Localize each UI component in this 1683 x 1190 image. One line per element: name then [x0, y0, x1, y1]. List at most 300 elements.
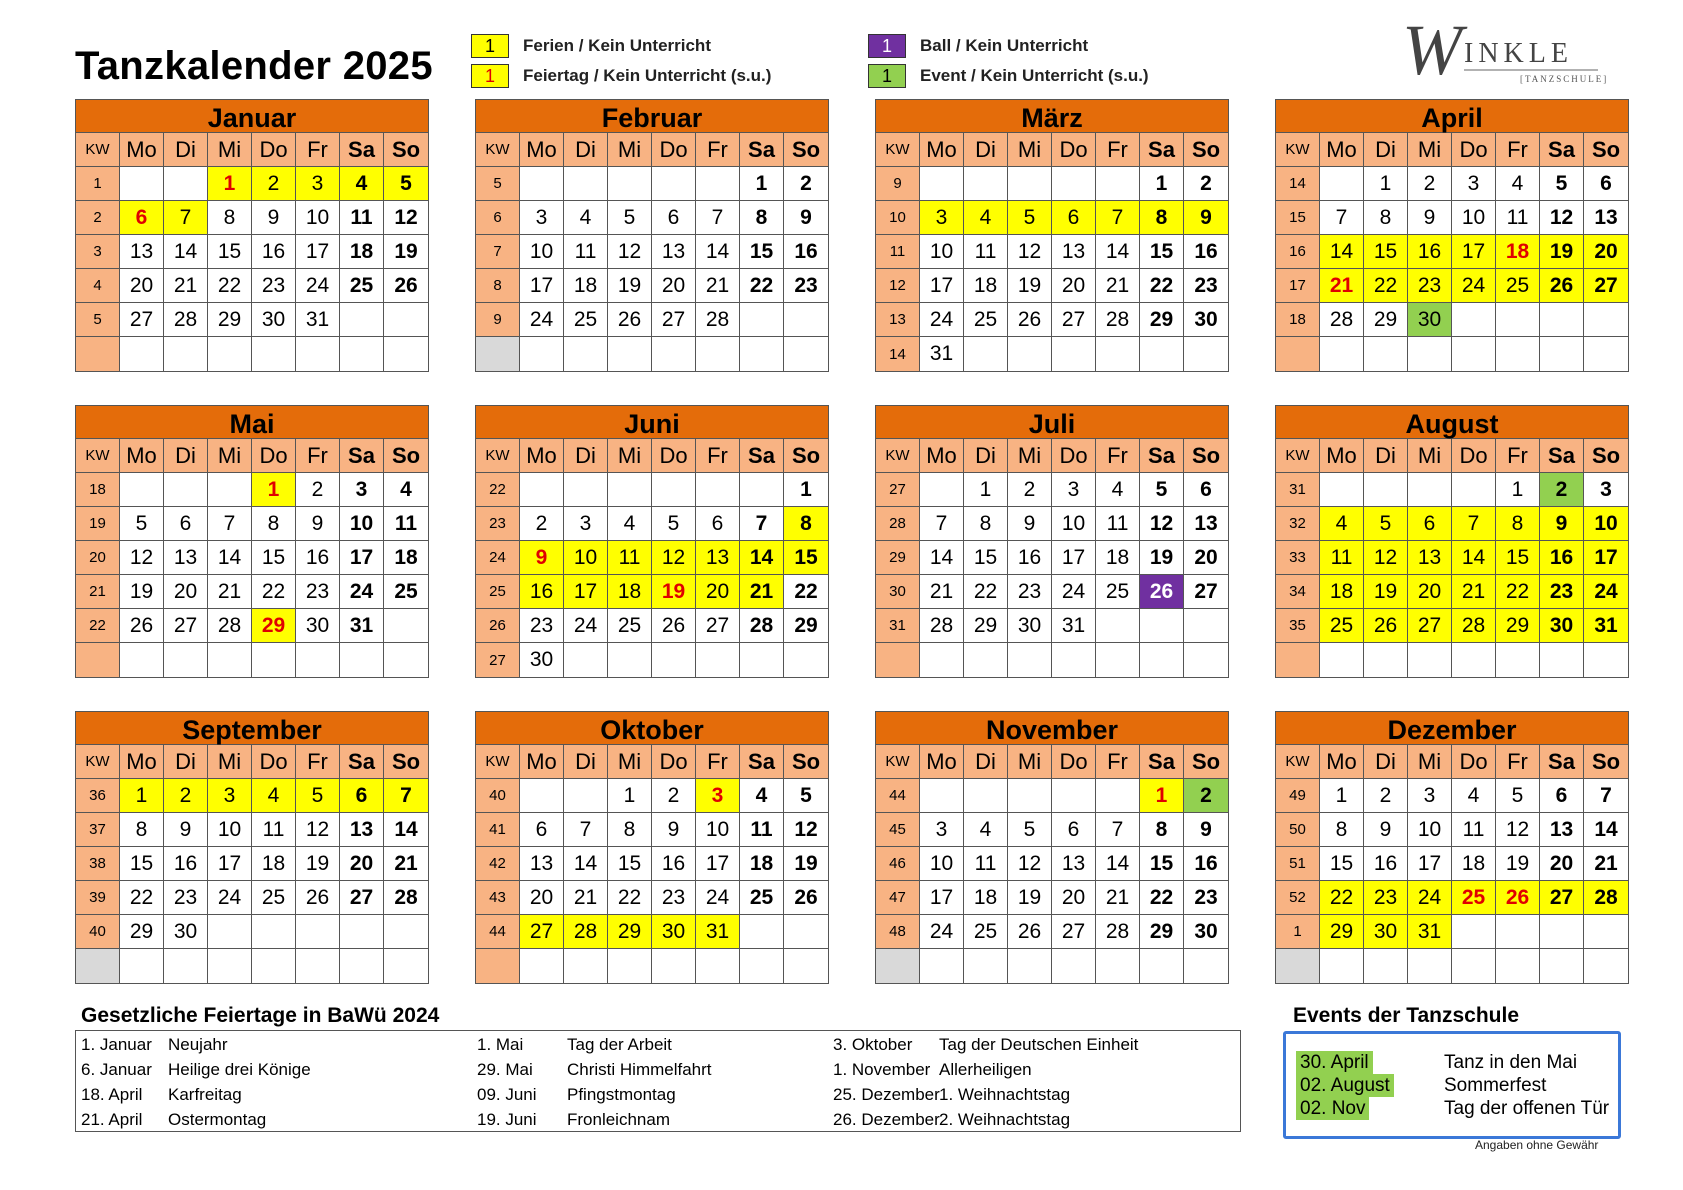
weekday-mo: Mo — [1320, 745, 1364, 779]
week-row — [76, 881, 428, 915]
day-cell: 23 — [520, 609, 564, 643]
day-cell: 9 — [784, 201, 828, 235]
day-cell: 6 — [696, 507, 740, 541]
day-cell: 26 — [1140, 575, 1184, 609]
holiday-date: 6. Januar — [81, 1060, 152, 1079]
day-cell: 11 — [1452, 813, 1496, 847]
weekday-do: Do — [652, 745, 696, 779]
day-cell: 22 — [740, 269, 784, 303]
day-cell — [1540, 949, 1584, 983]
day-cell: 8 — [208, 201, 252, 235]
day-cell: 17 — [1584, 541, 1628, 575]
holidays-table — [75, 1030, 1241, 1132]
weekday-do: Do — [252, 745, 296, 779]
day-cell: 4 — [1452, 779, 1496, 813]
day-cell: 3 — [296, 167, 340, 201]
day-cell: 11 — [608, 541, 652, 575]
weekday-sa: Sa — [740, 439, 784, 473]
day-cell: 17 — [920, 269, 964, 303]
day-cell: 31 — [1584, 609, 1628, 643]
day-cell: 7 — [164, 201, 208, 235]
day-cell: 20 — [652, 269, 696, 303]
day-cell: 9 — [1008, 507, 1052, 541]
day-cell: 30 — [1184, 915, 1228, 949]
day-cell: 8 — [1364, 201, 1408, 235]
day-cell: 19 — [120, 575, 164, 609]
svg-text:W: W — [1402, 12, 1462, 90]
day-cell: 30 — [164, 915, 208, 949]
day-cell: 7 — [920, 507, 964, 541]
day-cell: 23 — [1184, 881, 1228, 915]
day-cell — [1364, 337, 1408, 371]
week-row — [1276, 915, 1628, 949]
day-cell: 26 — [652, 609, 696, 643]
day-cell: 5 — [1496, 779, 1540, 813]
day-cell: 28 — [740, 609, 784, 643]
day-cell: 8 — [740, 201, 784, 235]
week-row — [876, 881, 1228, 915]
holiday-name: Pfingstmontag — [567, 1085, 676, 1104]
weekday-mi: Mi — [1008, 133, 1052, 167]
day-cell: 1 — [1140, 779, 1184, 813]
day-cell: 5 — [1540, 167, 1584, 201]
weekday-mi: Mi — [208, 745, 252, 779]
day-cell: 29 — [964, 609, 1008, 643]
day-cell: 25 — [1496, 269, 1540, 303]
day-cell: 23 — [1184, 269, 1228, 303]
day-cell — [1408, 473, 1452, 507]
day-cell: 8 — [1496, 507, 1540, 541]
day-cell: 4 — [964, 201, 1008, 235]
day-cell: 1 — [1140, 167, 1184, 201]
day-cell: 8 — [1140, 201, 1184, 235]
day-cell — [120, 949, 164, 983]
legend-swatch-ball: 1 — [868, 34, 906, 58]
weekday-so: So — [384, 745, 428, 779]
weekday-do: Do — [652, 133, 696, 167]
day-cell: 13 — [164, 541, 208, 575]
kw-cell: 29 — [876, 541, 920, 575]
day-cell — [784, 915, 828, 949]
day-cell: 5 — [1008, 201, 1052, 235]
day-cell: 31 — [696, 915, 740, 949]
month-title: Juli — [876, 406, 1228, 439]
holiday-date: 18. April — [81, 1085, 143, 1104]
day-cell — [1452, 473, 1496, 507]
week-row — [76, 473, 428, 507]
day-cell: 8 — [252, 507, 296, 541]
day-cell: 8 — [964, 507, 1008, 541]
day-cell: 22 — [1496, 575, 1540, 609]
kw-cell: 21 — [76, 575, 120, 609]
kw-header: KW — [476, 745, 520, 779]
day-cell: 2 — [1184, 779, 1228, 813]
week-row — [476, 541, 828, 575]
weekday-header-row — [476, 439, 828, 473]
day-cell: 18 — [384, 541, 428, 575]
day-cell: 14 — [1452, 541, 1496, 575]
day-cell: 17 — [340, 541, 384, 575]
day-cell: 10 — [1408, 813, 1452, 847]
day-cell — [740, 473, 784, 507]
day-cell: 23 — [784, 269, 828, 303]
weekday-sa: Sa — [740, 133, 784, 167]
weekday-di: Di — [564, 133, 608, 167]
week-row — [1276, 779, 1628, 813]
holiday-date: 1. November — [833, 1060, 931, 1079]
holiday-name: 2. Weihnachtstag — [939, 1110, 1071, 1129]
day-cell — [1052, 643, 1096, 677]
week-row — [476, 609, 828, 643]
day-cell — [384, 643, 428, 677]
day-cell: 3 — [340, 473, 384, 507]
day-cell: 29 — [1140, 915, 1184, 949]
day-cell: 12 — [1140, 507, 1184, 541]
kw-cell: 41 — [476, 813, 520, 847]
day-cell: 9 — [1364, 813, 1408, 847]
day-cell: 11 — [740, 813, 784, 847]
week-row — [476, 813, 828, 847]
day-cell: 12 — [1496, 813, 1540, 847]
weekday-di: Di — [164, 745, 208, 779]
month-juni — [475, 405, 829, 678]
week-row — [876, 643, 1228, 677]
day-cell: 19 — [1008, 269, 1052, 303]
day-cell: 24 — [920, 303, 964, 337]
week-row — [876, 507, 1228, 541]
day-cell: 24 — [208, 881, 252, 915]
day-cell — [208, 473, 252, 507]
day-cell: 13 — [1052, 847, 1096, 881]
day-cell — [164, 643, 208, 677]
day-cell: 30 — [1364, 915, 1408, 949]
day-cell: 11 — [564, 235, 608, 269]
week-row — [876, 235, 1228, 269]
day-cell: 10 — [564, 541, 608, 575]
kw-cell: 22 — [76, 609, 120, 643]
day-cell — [1008, 949, 1052, 983]
day-cell: 20 — [1052, 269, 1096, 303]
day-cell: 6 — [340, 779, 384, 813]
day-cell: 16 — [1008, 541, 1052, 575]
day-cell — [920, 473, 964, 507]
month-januar — [75, 99, 429, 372]
kw-cell: 28 — [876, 507, 920, 541]
kw-cell — [76, 337, 120, 371]
weekday-sa: Sa — [340, 133, 384, 167]
kw-header: KW — [476, 133, 520, 167]
day-cell — [1408, 337, 1452, 371]
kw-cell: 5 — [476, 167, 520, 201]
day-cell: 9 — [520, 541, 564, 575]
day-cell: 16 — [252, 235, 296, 269]
week-row — [1276, 337, 1628, 371]
day-cell — [696, 167, 740, 201]
kw-cell: 9 — [476, 303, 520, 337]
day-cell: 24 — [696, 881, 740, 915]
day-cell: 21 — [384, 847, 428, 881]
day-cell: 7 — [1452, 507, 1496, 541]
week-row — [76, 609, 428, 643]
weekday-header-row — [76, 745, 428, 779]
legend-label-ferien: Ferien / Kein Unterricht — [523, 36, 711, 55]
kw-cell — [476, 949, 520, 983]
legend-item-ferien — [471, 32, 771, 60]
day-cell: 22 — [1140, 881, 1184, 915]
day-cell: 9 — [252, 201, 296, 235]
day-cell: 2 — [1364, 779, 1408, 813]
day-cell — [1052, 949, 1096, 983]
day-cell — [520, 167, 564, 201]
day-cell: 26 — [784, 881, 828, 915]
day-cell: 28 — [696, 303, 740, 337]
week-row — [76, 575, 428, 609]
holiday-date: 21. April — [81, 1110, 143, 1129]
day-cell: 19 — [1008, 881, 1052, 915]
month-title: September — [76, 712, 428, 745]
day-cell: 19 — [652, 575, 696, 609]
kw-header: KW — [876, 439, 920, 473]
day-cell: 7 — [696, 201, 740, 235]
day-cell — [1452, 949, 1496, 983]
weekday-di: Di — [964, 439, 1008, 473]
kw-cell — [876, 643, 920, 677]
day-cell: 11 — [1320, 541, 1364, 575]
day-cell: 26 — [1008, 915, 1052, 949]
day-cell — [964, 643, 1008, 677]
holiday-name: Allerheiligen — [939, 1060, 1032, 1079]
weekday-fr: Fr — [1496, 439, 1540, 473]
day-cell: 29 — [1140, 303, 1184, 337]
day-cell: 21 — [1096, 881, 1140, 915]
day-cell — [784, 949, 828, 983]
legend-swatch-event: 1 — [868, 64, 906, 88]
day-cell: 21 — [696, 269, 740, 303]
weekday-sa: Sa — [1140, 745, 1184, 779]
event-date: 02. August — [1296, 1074, 1394, 1097]
day-cell — [652, 473, 696, 507]
day-cell: 27 — [1052, 915, 1096, 949]
day-cell: 12 — [608, 235, 652, 269]
legend-item-feiertag — [471, 62, 771, 90]
day-cell: 3 — [1052, 473, 1096, 507]
weekday-sa: Sa — [1540, 133, 1584, 167]
day-cell — [340, 915, 384, 949]
kw-cell: 14 — [1276, 167, 1320, 201]
day-cell: 27 — [164, 609, 208, 643]
week-row — [476, 303, 828, 337]
kw-cell: 52 — [1276, 881, 1320, 915]
day-cell: 9 — [1540, 507, 1584, 541]
day-cell: 10 — [696, 813, 740, 847]
day-cell — [964, 337, 1008, 371]
day-cell: 16 — [520, 575, 564, 609]
day-cell — [784, 643, 828, 677]
day-cell — [1184, 949, 1228, 983]
day-cell — [252, 915, 296, 949]
day-cell: 28 — [164, 303, 208, 337]
kw-cell: 49 — [1276, 779, 1320, 813]
day-cell: 31 — [340, 609, 384, 643]
day-cell: 26 — [1008, 303, 1052, 337]
kw-cell — [1276, 949, 1320, 983]
week-row — [876, 201, 1228, 235]
week-row — [876, 541, 1228, 575]
day-cell — [740, 915, 784, 949]
day-cell — [564, 779, 608, 813]
day-cell — [696, 337, 740, 371]
month-title: August — [1276, 406, 1628, 439]
day-cell — [1052, 337, 1096, 371]
weekday-fr: Fr — [296, 439, 340, 473]
weekday-sa: Sa — [1140, 133, 1184, 167]
weekday-mi: Mi — [208, 439, 252, 473]
day-cell: 15 — [1140, 847, 1184, 881]
weekday-header-row — [876, 439, 1228, 473]
month-februar — [475, 99, 829, 372]
day-cell — [1584, 337, 1628, 371]
day-cell: 21 — [740, 575, 784, 609]
day-cell — [1584, 915, 1628, 949]
weekday-sa: Sa — [1540, 745, 1584, 779]
day-cell: 18 — [1320, 575, 1364, 609]
weekday-sa: Sa — [1540, 439, 1584, 473]
day-cell: 15 — [608, 847, 652, 881]
holiday-name: Neujahr — [168, 1035, 228, 1054]
kw-cell: 37 — [76, 813, 120, 847]
day-cell: 19 — [608, 269, 652, 303]
week-row — [876, 949, 1228, 983]
day-cell: 11 — [1496, 201, 1540, 235]
legend-label-ball: Ball / Kein Unterricht — [920, 36, 1089, 55]
legend-swatch-ferien: 1 — [471, 34, 509, 58]
day-cell: 12 — [120, 541, 164, 575]
day-cell: 30 — [1408, 303, 1452, 337]
week-row — [76, 779, 428, 813]
day-cell — [564, 473, 608, 507]
week-row — [1276, 235, 1628, 269]
day-cell: 22 — [964, 575, 1008, 609]
day-cell: 26 — [1540, 269, 1584, 303]
week-row — [476, 507, 828, 541]
kw-cell: 1 — [76, 167, 120, 201]
kw-cell: 33 — [1276, 541, 1320, 575]
svg-text:INKLE: INKLE — [1464, 38, 1573, 69]
kw-cell: 51 — [1276, 847, 1320, 881]
day-cell: 20 — [1408, 575, 1452, 609]
weekday-so: So — [1184, 439, 1228, 473]
day-cell — [120, 643, 164, 677]
day-cell: 5 — [652, 507, 696, 541]
day-cell: 30 — [1540, 609, 1584, 643]
day-cell: 5 — [384, 167, 428, 201]
week-row — [876, 915, 1228, 949]
day-cell — [1096, 167, 1140, 201]
day-cell: 8 — [784, 507, 828, 541]
day-cell: 25 — [340, 269, 384, 303]
week-row — [876, 575, 1228, 609]
day-cell: 15 — [740, 235, 784, 269]
day-cell — [120, 337, 164, 371]
day-cell: 23 — [164, 881, 208, 915]
day-cell — [1008, 779, 1052, 813]
holiday-date: 19. Juni — [477, 1110, 537, 1129]
weekday-mi: Mi — [608, 439, 652, 473]
day-cell: 15 — [1320, 847, 1364, 881]
day-cell: 5 — [1364, 507, 1408, 541]
weekday-fr: Fr — [1096, 745, 1140, 779]
weekday-fr: Fr — [1496, 133, 1540, 167]
kw-cell: 17 — [1276, 269, 1320, 303]
weekday-do: Do — [1052, 439, 1096, 473]
day-cell: 16 — [1184, 847, 1228, 881]
day-cell — [608, 337, 652, 371]
holiday-name: Christi Himmelfahrt — [567, 1060, 712, 1079]
weekday-mo: Mo — [120, 439, 164, 473]
day-cell: 15 — [1496, 541, 1540, 575]
month-dezember — [1275, 711, 1629, 984]
month-juli — [875, 405, 1229, 678]
day-cell: 10 — [920, 235, 964, 269]
kw-cell: 14 — [876, 337, 920, 371]
day-cell — [1496, 643, 1540, 677]
weekday-mi: Mi — [608, 745, 652, 779]
day-cell — [608, 643, 652, 677]
weekday-mi: Mi — [1008, 439, 1052, 473]
day-cell — [1540, 303, 1584, 337]
month-title: November — [876, 712, 1228, 745]
day-cell — [1364, 949, 1408, 983]
kw-cell: 30 — [876, 575, 920, 609]
day-cell — [1320, 337, 1364, 371]
day-cell: 21 — [1320, 269, 1364, 303]
day-cell: 5 — [296, 779, 340, 813]
day-cell: 24 — [564, 609, 608, 643]
day-cell — [384, 609, 428, 643]
day-cell: 5 — [608, 201, 652, 235]
day-cell: 31 — [1052, 609, 1096, 643]
day-cell: 22 — [1140, 269, 1184, 303]
day-cell: 15 — [120, 847, 164, 881]
kw-cell: 18 — [76, 473, 120, 507]
kw-cell — [76, 949, 120, 983]
day-cell: 22 — [120, 881, 164, 915]
day-cell: 17 — [920, 881, 964, 915]
kw-cell: 38 — [76, 847, 120, 881]
day-cell: 30 — [652, 915, 696, 949]
weekday-di: Di — [564, 745, 608, 779]
day-cell — [1320, 949, 1364, 983]
day-cell: 10 — [208, 813, 252, 847]
event-name: Sommerfest — [1444, 1075, 1547, 1096]
kw-cell: 6 — [476, 201, 520, 235]
kw-cell: 39 — [76, 881, 120, 915]
day-cell — [520, 949, 564, 983]
day-cell: 18 — [964, 881, 1008, 915]
kw-cell: 45 — [876, 813, 920, 847]
holiday-date: 29. Mai — [477, 1060, 533, 1079]
day-cell: 2 — [652, 779, 696, 813]
day-cell — [1140, 337, 1184, 371]
day-cell: 2 — [164, 779, 208, 813]
day-cell: 1 — [1320, 779, 1364, 813]
day-cell — [1452, 337, 1496, 371]
day-cell: 21 — [1096, 269, 1140, 303]
day-cell: 28 — [1320, 303, 1364, 337]
week-row — [76, 167, 428, 201]
day-cell: 9 — [164, 813, 208, 847]
day-cell: 9 — [652, 813, 696, 847]
